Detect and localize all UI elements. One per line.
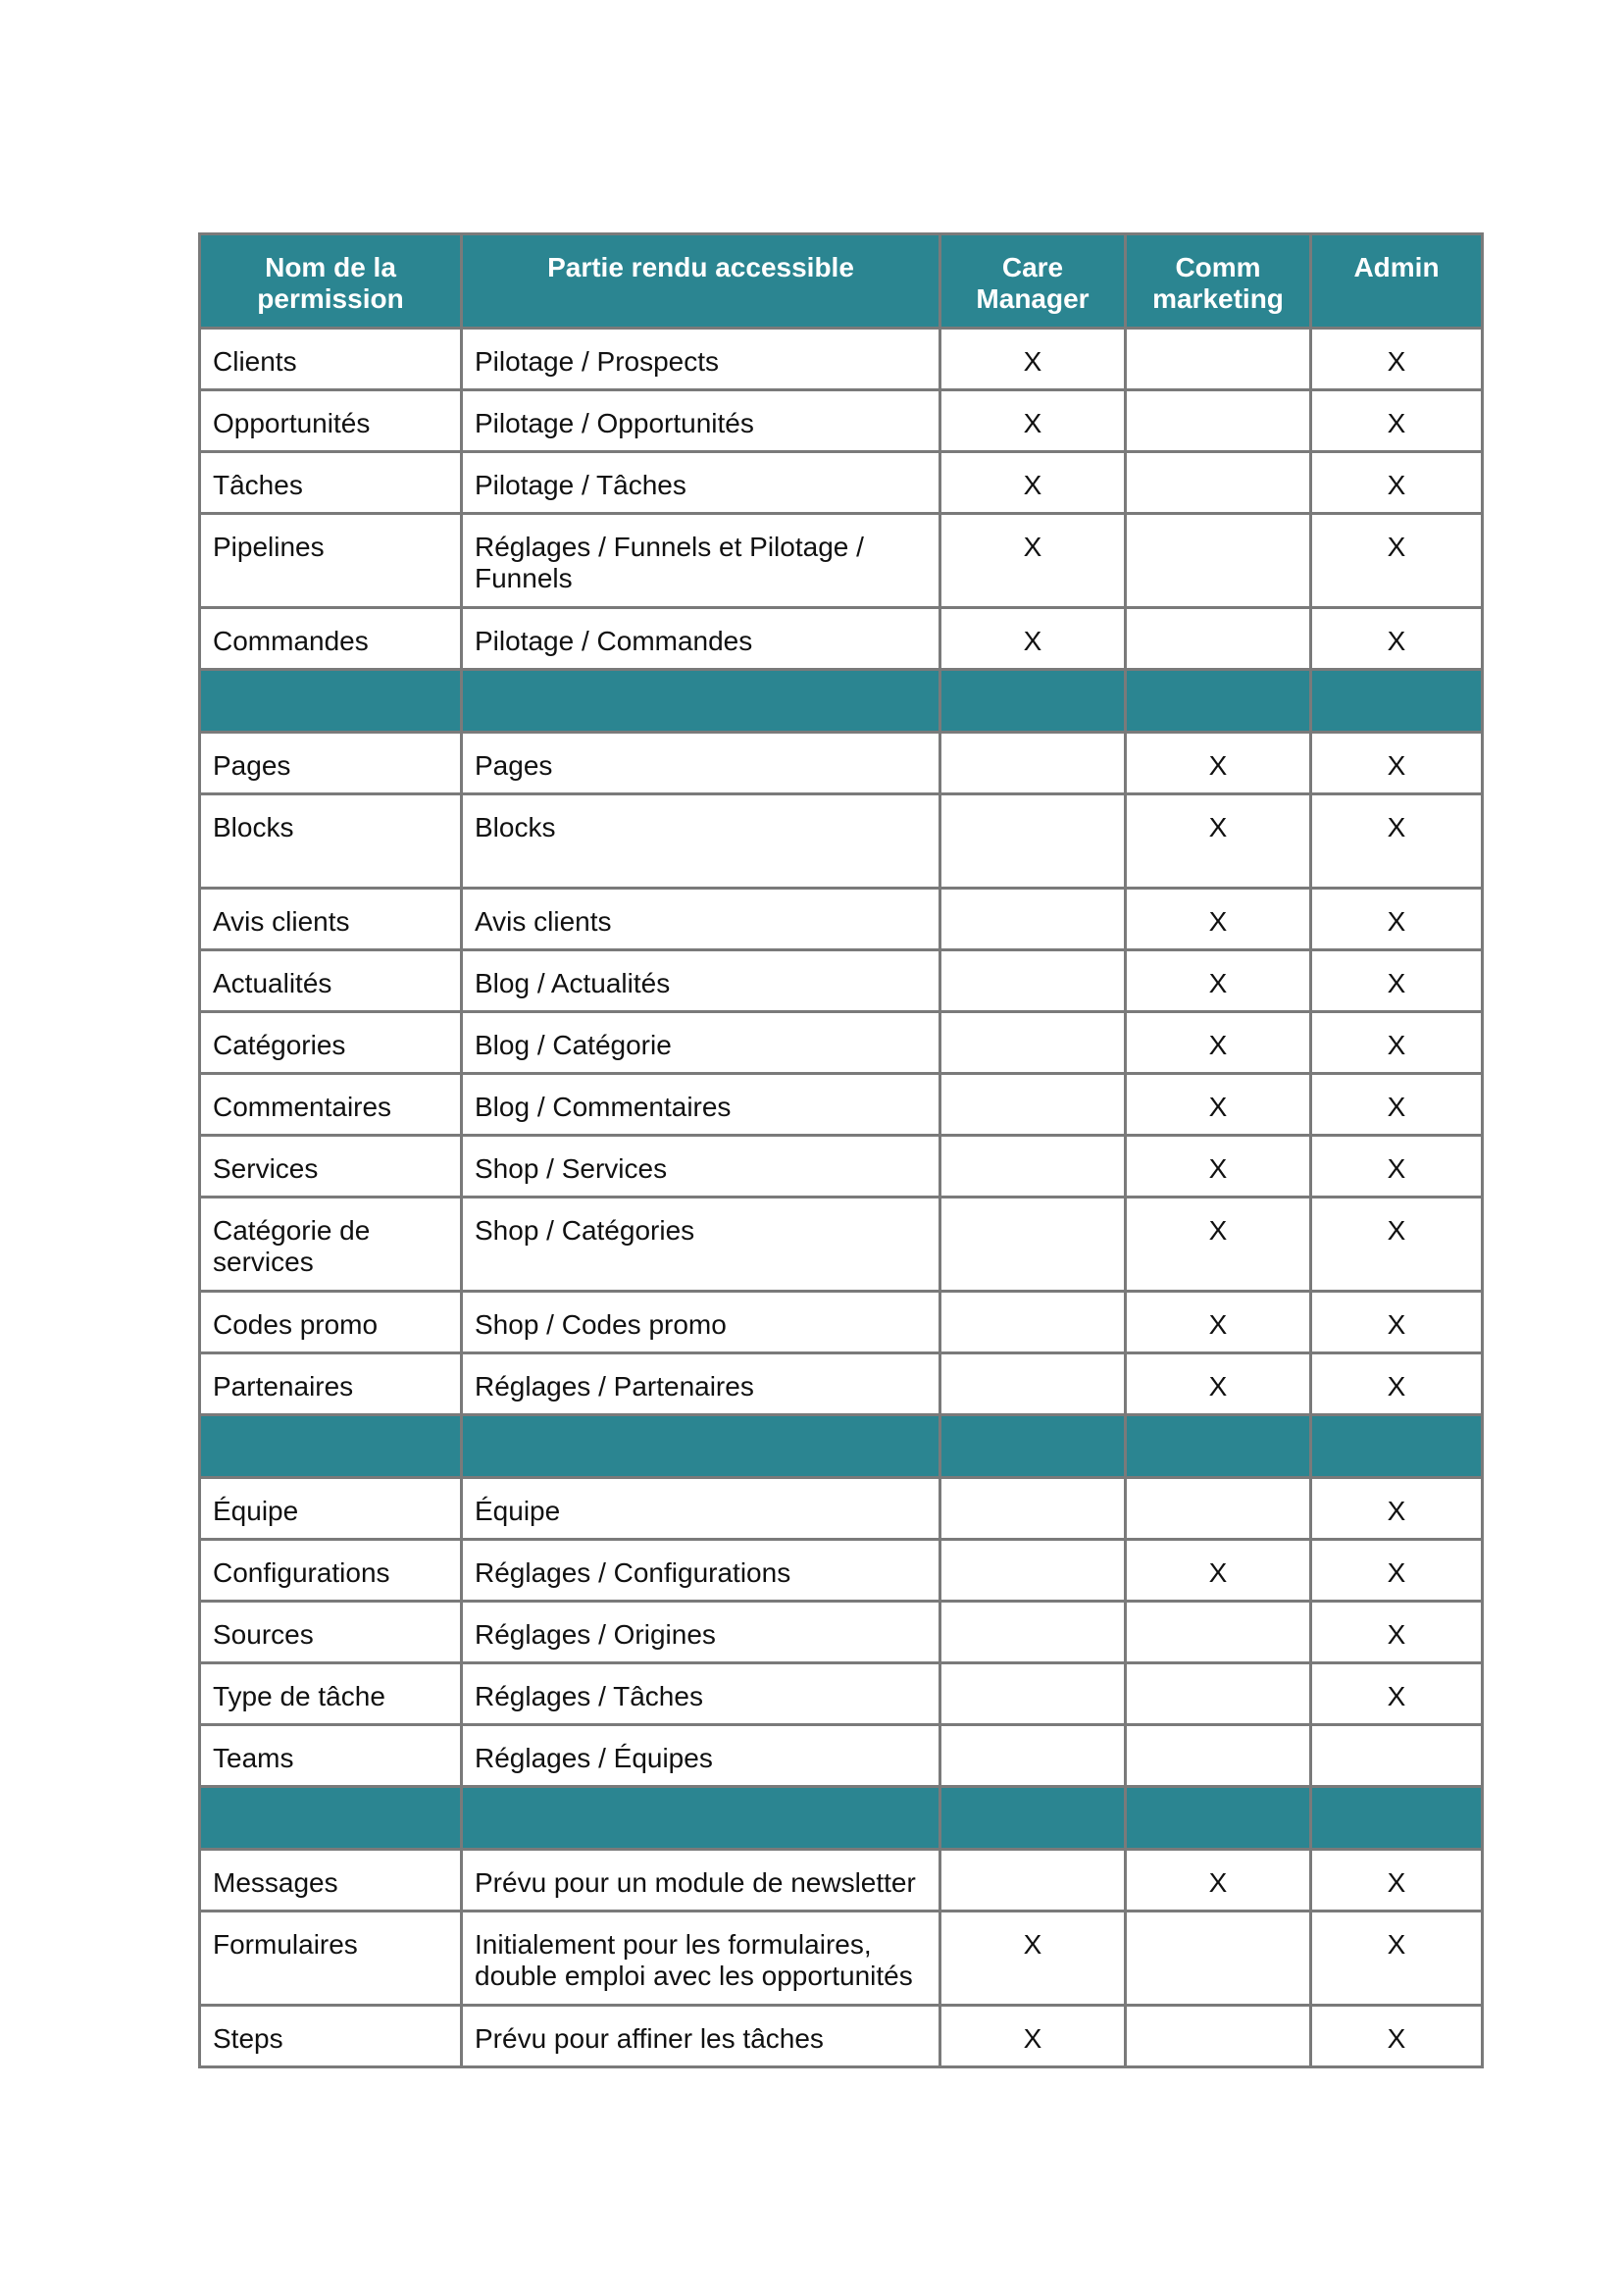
permission-name-cell-text: Clients [213,346,297,377]
permission-name-cell-text: Teams [213,1743,294,1773]
accessible-part-cell [462,514,940,608]
table-row [200,950,1483,1012]
table-row [200,1198,1483,1292]
permission-name-cell [200,794,462,889]
care-manager-cell: X [940,452,1126,514]
permission-name-cell-text: Avis clients [213,906,350,937]
permission-name-cell-text: Sources [213,1619,314,1650]
header-accessible-part [462,234,940,329]
comm-marketing-cell: X [1126,1198,1311,1292]
accessible-part-cell-text: double emploi avec les opportunités [475,1961,913,1991]
care-manager-cell: X [940,608,1126,670]
comm-marketing-cell: X [1126,1012,1311,1074]
header-label-line: Admin [1353,252,1440,282]
care-manager-cell: X [940,514,1126,608]
accessible-part-cell-text: Blocks [475,812,556,842]
admin-cell: X [1311,390,1483,452]
accessible-part-cell-text: Shop / Services [475,1153,668,1184]
table-row [200,1540,1483,1602]
section-divider-cell [462,670,940,733]
care-manager-cell: X [940,329,1126,390]
accessible-part-cell [462,329,940,390]
accessible-part-cell-text: Blog / Commentaires [475,1092,732,1122]
permission-name-cell [200,1136,462,1198]
admin-cell: X [1311,452,1483,514]
comm-marketing-cell [1126,390,1311,452]
admin-cell: X [1311,733,1483,794]
accessible-part-cell [462,889,940,950]
permission-name-cell-text: Catégorie de [213,1215,371,1246]
comm-marketing-cell: X [1126,733,1311,794]
accessible-part-cell [462,2006,940,2067]
comm-marketing-cell [1126,1602,1311,1663]
accessible-part-cell-text: Prévu pour un module de newsletter [475,1867,916,1898]
header-admin [1311,234,1483,329]
comm-marketing-cell [1126,608,1311,670]
care-manager-cell [940,1074,1126,1136]
admin-cell: X [1311,794,1483,889]
care-manager-cell [940,1292,1126,1353]
header-row [200,234,1483,329]
accessible-part-cell-text: Pages [475,750,553,781]
permission-name-cell-text: Formulaires [213,1929,358,1960]
table-row [200,1725,1483,1787]
accessible-part-cell [462,1725,940,1787]
admin-cell: X [1311,2006,1483,2067]
permission-name-cell [200,1292,462,1353]
permission-name-cell-text: Blocks [213,812,294,842]
admin-cell: X [1311,329,1483,390]
accessible-part-cell [462,794,940,889]
table-row [200,2006,1483,2067]
permission-name-cell [200,1725,462,1787]
permission-name-cell [200,1912,462,2006]
permission-name-cell-text: Type de tâche [213,1681,385,1711]
comm-marketing-cell: X [1126,1353,1311,1415]
section-divider-cell [200,1415,462,1478]
table-row [200,390,1483,452]
care-manager-cell [940,733,1126,794]
admin-cell: X [1311,1478,1483,1540]
accessible-part-cell [462,1198,940,1292]
accessible-part-cell [462,733,940,794]
header-label-line: Care [1001,252,1064,282]
table-row [200,1912,1483,2006]
section-divider-cell [1311,670,1483,733]
accessible-part-cell-text: Pilotage / Opportunités [475,408,754,438]
accessible-part-cell-text: Shop / Catégories [475,1215,695,1246]
table-body [200,329,1483,2067]
header-label-line: Manager [976,283,1090,314]
table-row [200,1478,1483,1540]
accessible-part-cell [462,1074,940,1136]
permission-name-cell-text: Partenaires [213,1371,354,1402]
permission-name-cell-text: Messages [213,1867,338,1898]
header-label-line: Comm [1175,252,1261,282]
care-manager-cell: X [940,2006,1126,2067]
permission-name-cell [200,390,462,452]
table-row [200,1353,1483,1415]
section-divider-cell [1126,670,1311,733]
header-comm-marketing [1126,234,1311,329]
permission-name-cell-text: Commentaires [213,1092,392,1122]
permission-name-cell [200,889,462,950]
header-label-line: permission [257,283,404,314]
admin-cell: X [1311,889,1483,950]
care-manager-cell [940,950,1126,1012]
admin-cell: X [1311,1198,1483,1292]
section-divider-cell [940,1787,1126,1850]
section-divider-row [200,670,1483,733]
admin-cell: X [1311,608,1483,670]
accessible-part-cell-text: Pilotage / Prospects [475,346,720,377]
care-manager-cell [940,889,1126,950]
table-row [200,1663,1483,1725]
table-row [200,1602,1483,1663]
permission-name-cell-text: Steps [213,2023,283,2054]
admin-cell [1311,1725,1483,1787]
permissions-table [198,232,1484,2068]
accessible-part-cell [462,1850,940,1912]
permission-name-cell-text: Équipe [213,1496,299,1526]
table-row [200,608,1483,670]
accessible-part-cell-text: Initialement pour les formulaires, [475,1929,872,1960]
header-label-line: Partie rendu accessible [547,252,854,282]
admin-cell: X [1311,1912,1483,2006]
permission-name-cell [200,1353,462,1415]
header-permission-name [200,234,462,329]
permission-name-cell-text: Configurations [213,1557,390,1588]
care-manager-cell [940,1663,1126,1725]
admin-cell: X [1311,950,1483,1012]
accessible-part-cell [462,390,940,452]
care-manager-cell [940,1725,1126,1787]
accessible-part-cell [462,608,940,670]
table-row [200,329,1483,390]
care-manager-cell [940,794,1126,889]
permission-name-cell [200,514,462,608]
permission-name-cell [200,1074,462,1136]
accessible-part-cell [462,950,940,1012]
section-divider-cell [200,670,462,733]
care-manager-cell [940,1540,1126,1602]
accessible-part-cell [462,452,940,514]
accessible-part-cell [462,1292,940,1353]
permission-name-cell [200,2006,462,2067]
permission-name-cell-text: Codes promo [213,1309,379,1340]
care-manager-cell [940,1012,1126,1074]
accessible-part-cell-text: Pilotage / Commandes [475,626,753,656]
care-manager-cell [940,1602,1126,1663]
comm-marketing-cell: X [1126,1850,1311,1912]
permission-name-cell [200,1540,462,1602]
permission-name-cell [200,733,462,794]
comm-marketing-cell: X [1126,1540,1311,1602]
table-row [200,889,1483,950]
comm-marketing-cell: X [1126,794,1311,889]
section-divider-cell [1311,1415,1483,1478]
accessible-part-cell-text: Funnels [475,563,573,593]
accessible-part-cell-text: Réglages / Origines [475,1619,716,1650]
accessible-part-cell-text: Avis clients [475,906,612,937]
permission-name-cell [200,1602,462,1663]
table-row [200,733,1483,794]
care-manager-cell [940,1353,1126,1415]
accessible-part-cell [462,1663,940,1725]
accessible-part-cell [462,1540,940,1602]
header-care-manager [940,234,1126,329]
accessible-part-cell [462,1136,940,1198]
table-row [200,452,1483,514]
permission-name-cell [200,1663,462,1725]
accessible-part-cell [462,1478,940,1540]
table-row [200,1074,1483,1136]
permission-name-cell-text: Commandes [213,626,369,656]
admin-cell: X [1311,1074,1483,1136]
admin-cell: X [1311,1663,1483,1725]
accessible-part-cell-text: Réglages / Funnels et Pilotage / [475,532,864,562]
table-row [200,1292,1483,1353]
permission-name-cell-text: Services [213,1153,319,1184]
permission-name-cell [200,608,462,670]
comm-marketing-cell: X [1126,1292,1311,1353]
section-divider-row [200,1415,1483,1478]
comm-marketing-cell: X [1126,950,1311,1012]
comm-marketing-cell [1126,1478,1311,1540]
accessible-part-cell-text: Shop / Codes promo [475,1309,727,1340]
table-row [200,794,1483,889]
permission-name-cell-text: Pipelines [213,532,325,562]
accessible-part-cell-text: Réglages / Équipes [475,1743,713,1773]
accessible-part-cell [462,1012,940,1074]
accessible-part-cell [462,1912,940,2006]
permission-name-cell [200,1012,462,1074]
comm-marketing-cell [1126,2006,1311,2067]
table-row [200,1136,1483,1198]
comm-marketing-cell [1126,452,1311,514]
care-manager-cell [940,1478,1126,1540]
admin-cell: X [1311,514,1483,608]
care-manager-cell: X [940,1912,1126,2006]
accessible-part-cell-text: Réglages / Partenaires [475,1371,754,1402]
admin-cell: X [1311,1353,1483,1415]
permission-name-cell [200,452,462,514]
table-row [200,1012,1483,1074]
section-divider-row [200,1787,1483,1850]
admin-cell: X [1311,1136,1483,1198]
accessible-part-cell [462,1602,940,1663]
care-manager-cell [940,1136,1126,1198]
permission-name-cell [200,1478,462,1540]
section-divider-cell [940,1415,1126,1478]
permission-name-cell-text: Opportunités [213,408,371,438]
header-label-line: Nom de la [265,252,396,282]
care-manager-cell [940,1850,1126,1912]
accessible-part-cell [462,1353,940,1415]
header-label-line: marketing [1152,283,1284,314]
table-row [200,1850,1483,1912]
table-header [200,234,1483,329]
permission-name-cell [200,950,462,1012]
admin-cell: X [1311,1292,1483,1353]
permission-name-cell-text: Pages [213,750,291,781]
accessible-part-cell-text: Réglages / Tâches [475,1681,703,1711]
admin-cell: X [1311,1602,1483,1663]
care-manager-cell [940,1198,1126,1292]
section-divider-cell [1126,1415,1311,1478]
comm-marketing-cell [1126,514,1311,608]
accessible-part-cell-text: Blog / Catégorie [475,1030,672,1060]
permission-name-cell-text: services [213,1247,314,1277]
table-row [200,514,1483,608]
permission-name-cell [200,1198,462,1292]
comm-marketing-cell [1126,329,1311,390]
section-divider-cell [940,670,1126,733]
admin-cell: X [1311,1850,1483,1912]
section-divider-cell [462,1415,940,1478]
permission-name-cell-text: Catégories [213,1030,346,1060]
comm-marketing-cell [1126,1725,1311,1787]
accessible-part-cell-text: Prévu pour affiner les tâches [475,2023,824,2054]
permission-name-cell-text: Tâches [213,470,303,500]
comm-marketing-cell: X [1126,889,1311,950]
accessible-part-cell-text: Blog / Actualités [475,968,671,998]
permission-name-cell [200,329,462,390]
accessible-part-cell-text: Réglages / Configurations [475,1557,791,1588]
care-manager-cell: X [940,390,1126,452]
comm-marketing-cell [1126,1663,1311,1725]
section-divider-cell [1311,1787,1483,1850]
comm-marketing-cell: X [1126,1136,1311,1198]
permission-name-cell-text: Actualités [213,968,332,998]
accessible-part-cell-text: Pilotage / Tâches [475,470,686,500]
accessible-part-cell-text: Équipe [475,1496,561,1526]
comm-marketing-cell: X [1126,1074,1311,1136]
section-divider-cell [200,1787,462,1850]
admin-cell: X [1311,1012,1483,1074]
section-divider-cell [1126,1787,1311,1850]
permission-name-cell [200,1850,462,1912]
section-divider-cell [462,1787,940,1850]
comm-marketing-cell [1126,1912,1311,2006]
admin-cell: X [1311,1540,1483,1602]
